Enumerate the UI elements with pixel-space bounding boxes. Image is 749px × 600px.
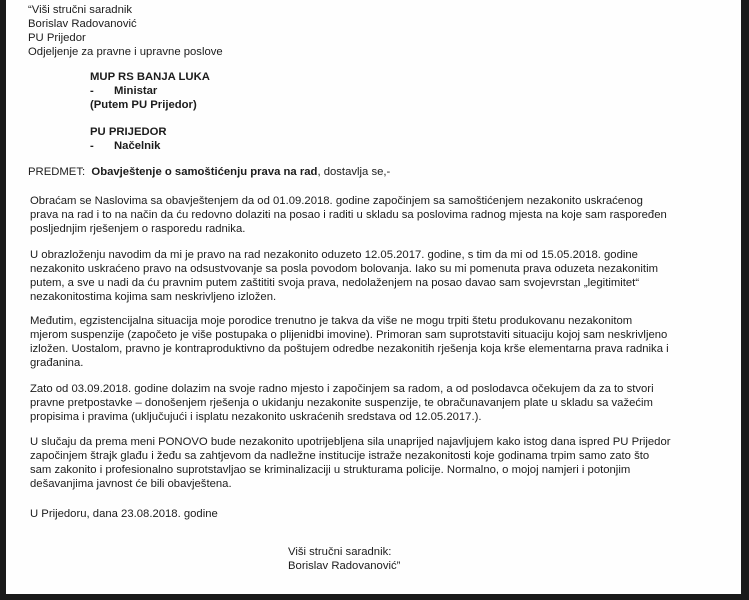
recipient-role-line: - Načelnik — [90, 140, 161, 152]
recipient-role: Ministar — [114, 85, 158, 97]
sender-office: PU Prijedor — [28, 32, 86, 44]
subject-label: PREDMET: — [28, 166, 86, 178]
recipient-block-ministry — [28, 70, 210, 112]
recipient-via: (Putem PU Prijedor) — [90, 99, 197, 111]
recipient-role-line: - Ministar — [90, 85, 158, 97]
body-paragraph-2: U obrazloženju navodim da mi je pravo na rad nezakonito oduzeto 12.05.2017. godine, s tim da mi od 15.05.2018. godine nezakonito uskraćeno pravo na odsustvovanje sa posla povodom bolovanja. Iako su mi pomenuta prava oduzeta nezakonitim putem, a sve u nadi da ću pravnim putem zaštititi svoja prava, nedolaženjem na posao davao sam svojevrstan „legitimitet“ nezakonitostima kojima sam neskrivljeno izložen. — [30, 249, 658, 303]
signature-block — [288, 545, 400, 573]
sender-name: Borislav Radovanović — [28, 18, 137, 30]
body-paragraph-3: Međutim, egzistencijalna situacija moje porodice trenutno je takva da više ne mogu trpiti štetu produkovanu nezakonitom mjerom suspenzije (započeto je više postupaka o plijenidbi imovine). Primoran sam suprotstaviti situaciju kojoj sam neskrivljeno izložen. Uostalom, pravno je kontraproduktivno da poštujem odredbe nezakonitih rješenja koja krše elementarna prava radnika i građanina. — [30, 315, 669, 369]
body-paragraph-1: Obraćam se Naslovima sa obavještenjem da od 01.09.2018. godine započinjem sa samoštićenjem nezakonito uskraćenog prava na rad i to na način da ću redovno dolaziti na posao i raditi u skladu sa poslovima radnog mjesta na koje sam raspoređen posljednjim rješenjem o rasporedu radnika. — [30, 195, 667, 235]
recipient-role: Načelnik — [114, 140, 161, 152]
place-date: U Prijedoru, dana 23.08.2018. godine — [30, 508, 218, 520]
sender-title: “Viši stručni saradnik — [28, 4, 133, 16]
sender-department: Odjeljenje za pravne i upravne poslove — [28, 46, 223, 58]
recipient-org: PU PRIJEDOR — [90, 126, 167, 138]
recipient-org: MUP RS BANJA LUKA — [90, 71, 210, 83]
letter-page — [6, 0, 741, 594]
subject-suffix: , dostavlja se,- — [317, 166, 391, 178]
signature-name: Borislav Radovanović” — [288, 560, 401, 572]
subject-line — [28, 165, 390, 179]
body-paragraph-5: U slučaju da prema meni PONOVO bude nezakonito upotrijebljena sila unaprijed najavljujem kako istog dana ispred PU Prijedor započinjem štrajk glađu i žeđu sa zahtjevom da nadležne institucije istraže nezakonitosti koje godinama trpim samo zato što sam zakonito i profesionalno suprotstavljao se kriminalizaciji u strukturama policije. Normalno, o mojoj namjeri i potonjim dešavanjima javnost će bili obavještena. — [30, 436, 671, 490]
signature-title: Viši stručni saradnik: — [288, 546, 392, 558]
body-paragraph-4: Zato od 03.09.2018. godine dolazim na svoje radno mjesto i započinjem sa radom, a od poslodavca očekujem da za to stvori pravne pretpostavke – donošenjem rješenja o ukidanju nezakonite suspenzije, te obračunavanjem plate u skladu sa važećim propisima i pravima (uključujući i isplatu nezakonito uskraćenih sredstava od 12.05.2017.). — [30, 383, 654, 423]
subject-title: Obavještenje o samoštićenju prava na rad — [91, 166, 318, 178]
recipient-block-police — [28, 125, 167, 153]
sender-block — [28, 3, 223, 59]
